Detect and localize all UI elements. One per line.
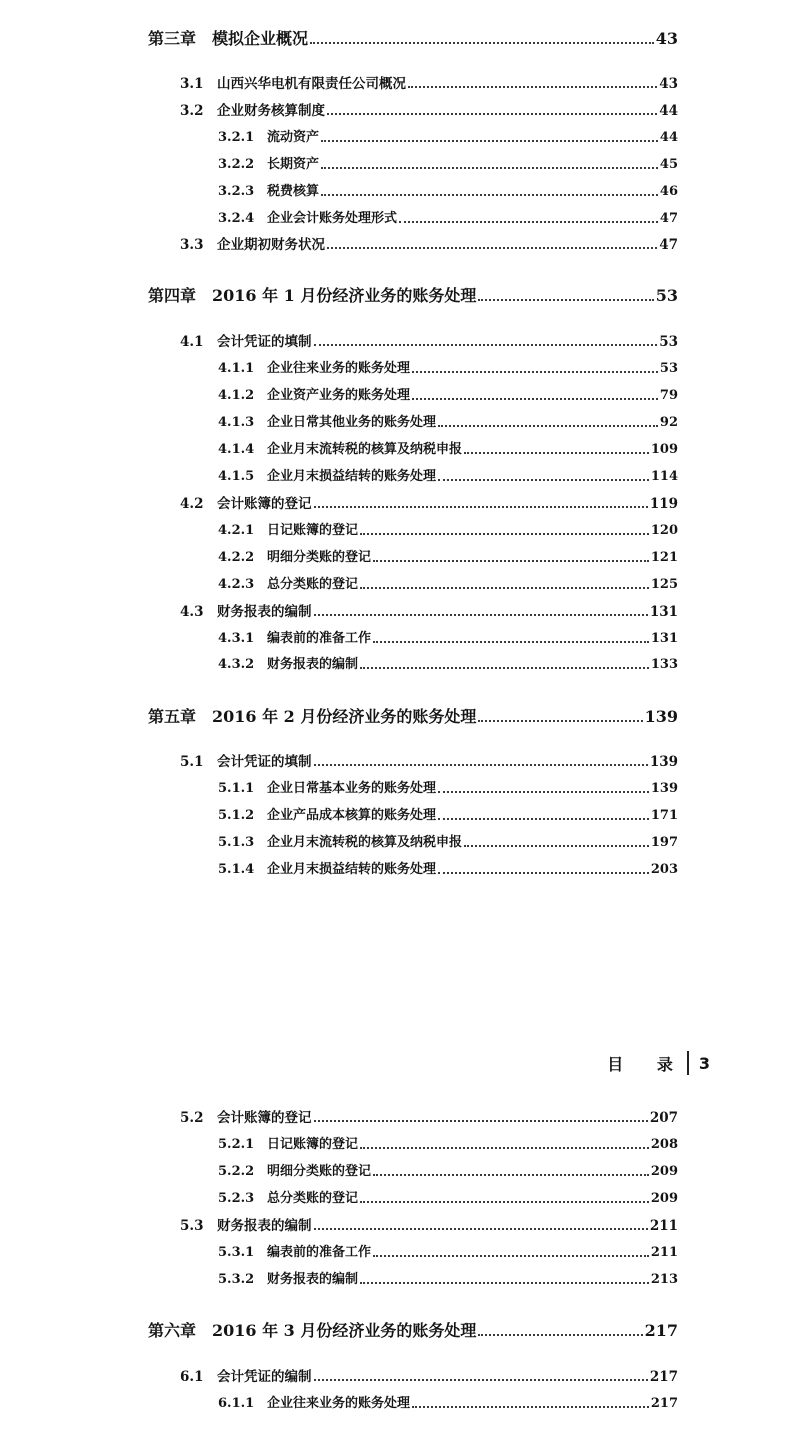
- toc-subsection[interactable]: [0, 465, 790, 487]
- header-page-number: 3: [698, 1053, 710, 1073]
- dot-leader: [412, 1398, 649, 1407]
- header-divider: [687, 1051, 689, 1075]
- toc-title: 财务报表的编制: [217, 604, 312, 620]
- toc-section[interactable]: [0, 492, 790, 514]
- toc-subsection[interactable]: [0, 1160, 790, 1182]
- toc-chapter[interactable]: [0, 704, 790, 730]
- toc-title: 企业会计账务处理形式: [267, 211, 398, 226]
- dot-leader: [314, 756, 648, 765]
- toc-number: 5.3.2: [218, 1272, 255, 1287]
- dot-leader: [478, 712, 642, 723]
- toc-page-number: 217: [644, 1321, 678, 1340]
- toc-number: 3.2.3: [218, 184, 255, 199]
- toc-number: 5.2.2: [218, 1164, 255, 1179]
- toc-number: 4.1: [180, 334, 204, 350]
- toc-section[interactable]: [0, 1365, 790, 1387]
- toc-page-number: 92: [659, 415, 678, 430]
- toc-number: 3.2.4: [218, 211, 255, 226]
- toc-title: 日记账簿的登记: [267, 523, 359, 538]
- dot-leader: [438, 471, 649, 480]
- toc-section[interactable]: [0, 1106, 790, 1128]
- toc-title: 总分类账的登记: [267, 577, 359, 592]
- toc-page-number: 120: [650, 523, 678, 538]
- toc-page-number: 47: [659, 211, 678, 226]
- toc-page-number: 131: [650, 631, 678, 646]
- toc-subsection[interactable]: [0, 180, 790, 202]
- toc-section[interactable]: [0, 99, 790, 121]
- toc-subsection[interactable]: [0, 804, 790, 826]
- dot-leader: [399, 213, 658, 222]
- toc-title: 明细分类账的登记: [267, 1164, 372, 1179]
- toc-title: 财务报表的编制: [267, 657, 359, 672]
- toc-number: 3.2: [180, 103, 204, 119]
- toc-title: 企业月末流转税的核算及纳税申报: [267, 442, 463, 457]
- dot-leader: [321, 186, 658, 195]
- toc-page-number: 114: [650, 469, 678, 484]
- dot-leader: [321, 159, 658, 168]
- toc-number: 4.1.2: [218, 388, 255, 403]
- toc-title: 长期资产: [267, 157, 320, 172]
- toc-subsection[interactable]: [0, 411, 790, 433]
- dot-leader: [438, 417, 658, 426]
- toc-chapter[interactable]: [0, 1318, 790, 1344]
- toc-section[interactable]: [0, 72, 790, 94]
- toc-page-number: 217: [649, 1369, 678, 1385]
- toc-title: 编表前的准备工作: [267, 1245, 372, 1260]
- toc-title: 第四章 2016 年 1 月份经济业务的账务处理: [148, 286, 477, 305]
- toc-page-number: 208: [650, 1137, 678, 1152]
- toc-number: 4.1.3: [218, 415, 255, 430]
- toc-subsection[interactable]: [0, 357, 790, 379]
- toc-title: 企业日常其他业务的账务处理: [267, 415, 437, 430]
- toc-title: 企业财务核算制度: [217, 103, 325, 119]
- toc-number: 4.3.2: [218, 657, 255, 672]
- toc-page-number: 53: [659, 334, 678, 350]
- toc-page-number: 44: [659, 130, 678, 145]
- dot-leader: [412, 363, 658, 372]
- dot-leader: [360, 1193, 649, 1202]
- toc-number: 5.2.1: [218, 1137, 255, 1152]
- toc-page-number: 121: [650, 550, 678, 565]
- toc-subsection[interactable]: [0, 1133, 790, 1155]
- toc-page-number: 109: [650, 442, 678, 457]
- dot-leader: [408, 78, 657, 87]
- dot-leader: [314, 1371, 648, 1380]
- toc-number: 4.3.1: [218, 631, 255, 646]
- toc-title: 山西兴华电机有限责任公司概况: [217, 76, 406, 92]
- dot-leader: [438, 810, 649, 819]
- dot-leader: [373, 633, 649, 642]
- toc-subsection[interactable]: [0, 777, 790, 799]
- toc-page-number: 125: [650, 577, 678, 592]
- toc-title: 企业日常基本业务的账务处理: [267, 781, 437, 796]
- dot-leader: [412, 390, 658, 399]
- dot-leader: [314, 1112, 648, 1121]
- toc-number: 4.2: [180, 496, 204, 512]
- toc-number: 5.1.1: [218, 781, 255, 796]
- toc-page-number: 46: [659, 184, 678, 199]
- toc-subsection[interactable]: [0, 858, 790, 880]
- dot-leader: [438, 783, 649, 792]
- toc-title: 财务报表的编制: [267, 1272, 359, 1287]
- dot-leader: [360, 1139, 649, 1148]
- dot-leader: [327, 105, 657, 114]
- toc-number: 5.1: [180, 754, 204, 770]
- toc-title: 企业资产业务的账务处理: [267, 388, 411, 403]
- page-header: [600, 1051, 710, 1075]
- toc-page-number: 53: [655, 286, 678, 305]
- toc-chapter[interactable]: [0, 26, 790, 52]
- toc-subsection[interactable]: [0, 627, 790, 649]
- toc-section[interactable]: [0, 600, 790, 622]
- toc-page-number: 79: [659, 388, 678, 403]
- dot-leader: [360, 525, 649, 534]
- toc-page-number: 47: [659, 237, 678, 253]
- dot-leader: [438, 864, 649, 873]
- toc-page-number: 213: [650, 1272, 678, 1287]
- toc-number: 4.3: [180, 604, 204, 620]
- toc-title: 企业期初财务状况: [217, 237, 325, 253]
- toc-number: 5.2: [180, 1110, 204, 1126]
- dot-leader: [464, 444, 649, 453]
- toc-title: 第六章 2016 年 3 月份经济业务的账务处理: [148, 1321, 477, 1340]
- toc-title: 会计账簿的登记: [217, 1110, 312, 1126]
- toc-title: 企业产品成本核算的账务处理: [267, 808, 437, 823]
- toc-subsection[interactable]: [0, 126, 790, 148]
- toc-number: 5.3: [180, 1218, 204, 1234]
- toc-page-number: 139: [644, 707, 678, 726]
- toc-number: 5.1.3: [218, 835, 255, 850]
- dot-leader: [360, 659, 649, 668]
- toc-page-number: 53: [659, 361, 678, 376]
- toc-title: 会计凭证的编制: [217, 1369, 312, 1385]
- toc-number: 6.1.1: [218, 1396, 255, 1411]
- toc-page-number: 209: [650, 1164, 678, 1179]
- toc-number: 3.2.1: [218, 130, 255, 145]
- toc-subsection[interactable]: [0, 1392, 790, 1414]
- toc-page-number: 203: [650, 862, 678, 877]
- toc-title: 企业月末损益结转的账务处理: [267, 469, 437, 484]
- toc-title: 企业往来业务的账务处理: [267, 361, 411, 376]
- toc-number: 4.2.3: [218, 577, 255, 592]
- toc-title: 企业月末损益结转的账务处理: [267, 862, 437, 877]
- toc-page-number: 207: [649, 1110, 678, 1126]
- toc-subsection[interactable]: [0, 653, 790, 675]
- toc-page-number: 211: [650, 1245, 678, 1260]
- toc-number: 4.2.2: [218, 550, 255, 565]
- toc-title: 第五章 2016 年 2 月份经济业务的账务处理: [148, 707, 477, 726]
- dot-leader: [310, 34, 654, 45]
- toc-subsection[interactable]: [0, 207, 790, 229]
- toc-chapter[interactable]: [0, 283, 790, 309]
- toc-title: 企业月末流转税的核算及纳税申报: [267, 835, 463, 850]
- dot-leader: [314, 498, 648, 507]
- toc-page-number: 209: [650, 1191, 678, 1206]
- toc-page-number: 45: [659, 157, 678, 172]
- header-title: 目 录: [607, 1054, 687, 1074]
- dot-leader: [360, 579, 649, 588]
- toc-title: 财务报表的编制: [217, 1218, 312, 1234]
- dot-leader: [478, 1326, 642, 1337]
- toc-number: 5.3.1: [218, 1245, 255, 1260]
- toc-page-number: 43: [659, 76, 678, 92]
- toc-section[interactable]: [0, 330, 790, 352]
- toc-number: 5.1.4: [218, 862, 255, 877]
- toc-number: 5.1.2: [218, 808, 255, 823]
- dot-leader: [373, 1247, 649, 1256]
- toc-page-number: 211: [649, 1218, 678, 1234]
- toc-number: 6.1: [180, 1369, 204, 1385]
- toc-title: 会计凭证的填制: [217, 754, 312, 770]
- toc-page-number: 197: [650, 835, 678, 850]
- dot-leader: [314, 606, 648, 615]
- toc-number: 4.2.1: [218, 523, 255, 538]
- toc-subsection[interactable]: [0, 153, 790, 175]
- toc-title: 编表前的准备工作: [267, 631, 372, 646]
- toc-subsection[interactable]: [0, 1268, 790, 1290]
- toc-title: 会计账簿的登记: [217, 496, 312, 512]
- toc-title: 日记账簿的登记: [267, 1137, 359, 1152]
- toc-section[interactable]: [0, 233, 790, 255]
- dot-leader: [373, 1166, 649, 1175]
- toc-page-number: 139: [650, 781, 678, 796]
- toc-number: 3.2.2: [218, 157, 255, 172]
- toc-number: 3.1: [180, 76, 204, 92]
- dot-leader: [314, 336, 658, 345]
- toc-number: 5.2.3: [218, 1191, 255, 1206]
- toc-title: 第三章 模拟企业概况: [148, 29, 309, 48]
- toc-number: 4.1.5: [218, 469, 255, 484]
- toc-title: 税费核算: [267, 184, 320, 199]
- toc-page-number: 217: [650, 1396, 678, 1411]
- toc-page-number: 131: [649, 604, 678, 620]
- toc-title: 明细分类账的登记: [267, 550, 372, 565]
- toc-title: 企业往来业务的账务处理: [267, 1396, 411, 1411]
- toc-title: 会计凭证的填制: [217, 334, 312, 350]
- toc-section[interactable]: [0, 1214, 790, 1236]
- toc-title: 总分类账的登记: [267, 1191, 359, 1206]
- dot-leader: [314, 1220, 648, 1229]
- toc-subsection[interactable]: [0, 438, 790, 460]
- dot-leader: [327, 239, 657, 248]
- toc-page-number: 133: [650, 657, 678, 672]
- toc-page-number: 119: [649, 496, 678, 512]
- toc-page-number: 44: [659, 103, 678, 119]
- toc-page-number: 43: [655, 29, 678, 48]
- toc-page-number: 139: [649, 754, 678, 770]
- dot-leader: [321, 132, 658, 141]
- dot-leader: [360, 1274, 649, 1283]
- toc-subsection[interactable]: [0, 384, 790, 406]
- toc-number: 4.1.1: [218, 361, 255, 376]
- toc-page-number: 171: [650, 808, 678, 823]
- toc-subsection[interactable]: [0, 831, 790, 853]
- toc-number: 4.1.4: [218, 442, 255, 457]
- toc-subsection[interactable]: [0, 519, 790, 541]
- toc-subsection[interactable]: [0, 1187, 790, 1209]
- toc-subsection[interactable]: [0, 546, 790, 568]
- dot-leader: [373, 552, 649, 561]
- toc-subsection[interactable]: [0, 1241, 790, 1263]
- dot-leader: [464, 837, 649, 846]
- toc-number: 3.3: [180, 237, 204, 253]
- toc-title: 流动资产: [267, 130, 320, 145]
- toc-section[interactable]: [0, 750, 790, 772]
- toc-subsection[interactable]: [0, 573, 790, 595]
- dot-leader: [478, 291, 653, 302]
